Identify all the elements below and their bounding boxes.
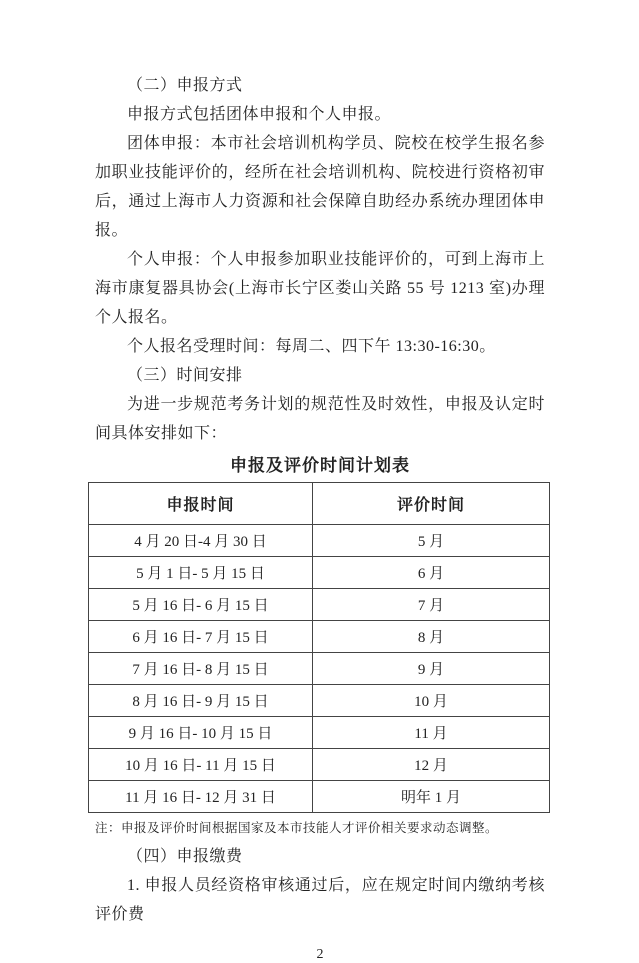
page-number: 2 <box>316 947 324 962</box>
cell-apply-period: 8 月 16 日- 9 月 15 日 <box>89 685 313 717</box>
cell-eval-month: 明年 1 月 <box>313 781 550 813</box>
paragraph-payment: 1. 申报人员经资格审核通过后，应在规定时间内缴纳考核评价费 <box>95 877 545 923</box>
cell-apply-period: 5 月 1 日- 5 月 15 日 <box>89 557 313 589</box>
cell-eval-month: 5 月 <box>313 525 550 557</box>
schedule-table <box>88 482 550 813</box>
cell-apply-period: 9 月 16 日- 10 月 15 日 <box>89 717 313 749</box>
paragraph-individual-application: 个人申报：个人申报参加职业技能评价的，可到上海市上海市康复器具协会(上海市长宁区娄山关路 55 号 1213 室)办理个人报名。 <box>95 251 545 326</box>
paragraph-application-methods: 申报方式包括团体申报和个人申报。 <box>127 106 392 123</box>
table-row <box>89 781 550 813</box>
cell-apply-period: 10 月 16 日- 11 月 15 日 <box>89 749 313 781</box>
cell-apply-period: 4 月 20 日-4 月 30 日 <box>89 525 313 557</box>
heading-section-3: （三）时间安排 <box>127 367 243 384</box>
paragraph-group-application: 团体申报：本市社会培训机构学员、院校在校学生报名参加职业技能评价的，经所在社会培训机构、院校进行资格初审后，通过上海市人力资源和社会保障自助经办系统办理团体申报。 <box>95 135 545 239</box>
cell-eval-month: 7 月 <box>313 589 550 621</box>
table-row <box>89 557 550 589</box>
table-title: 申报及评价时间计划表 <box>230 456 410 475</box>
cell-apply-period: 6 月 16 日- 7 月 15 日 <box>89 621 313 653</box>
cell-eval-month: 12 月 <box>313 749 550 781</box>
header-cell-apply-time: 申报时间 <box>89 483 313 525</box>
cell-eval-month: 8 月 <box>313 621 550 653</box>
cell-apply-period: 5 月 16 日- 6 月 15 日 <box>89 589 313 621</box>
table-row <box>89 749 550 781</box>
paragraph-reception-time: 个人报名受理时间：每周二、四下午 13:30-16:30。 <box>127 338 496 355</box>
cell-apply-period: 11 月 16 日- 12 月 31 日 <box>89 781 313 813</box>
table-row <box>89 621 550 653</box>
table-row <box>89 685 550 717</box>
heading-section-4: （四）申报缴费 <box>127 848 243 865</box>
cell-eval-month: 10 月 <box>313 685 550 717</box>
cell-apply-period: 7 月 16 日- 8 月 15 日 <box>89 653 313 685</box>
table-row <box>89 717 550 749</box>
cell-eval-month: 6 月 <box>313 557 550 589</box>
table-row <box>89 589 550 621</box>
table-row <box>89 653 550 685</box>
table-header-row <box>89 483 550 525</box>
cell-eval-month: 9 月 <box>313 653 550 685</box>
cell-eval-month: 11 月 <box>313 717 550 749</box>
header-cell-eval-time: 评价时间 <box>313 483 550 525</box>
table-note: 注：申报及评价时间根据国家及本市技能人才评价相关要求动态调整。 <box>95 821 499 835</box>
paragraph-schedule-intro: 为进一步规范考务计划的规范性及时效性，申报及认定时间具体安排如下： <box>95 396 545 442</box>
table-row <box>89 525 550 557</box>
heading-section-2: （二）申报方式 <box>127 77 243 94</box>
